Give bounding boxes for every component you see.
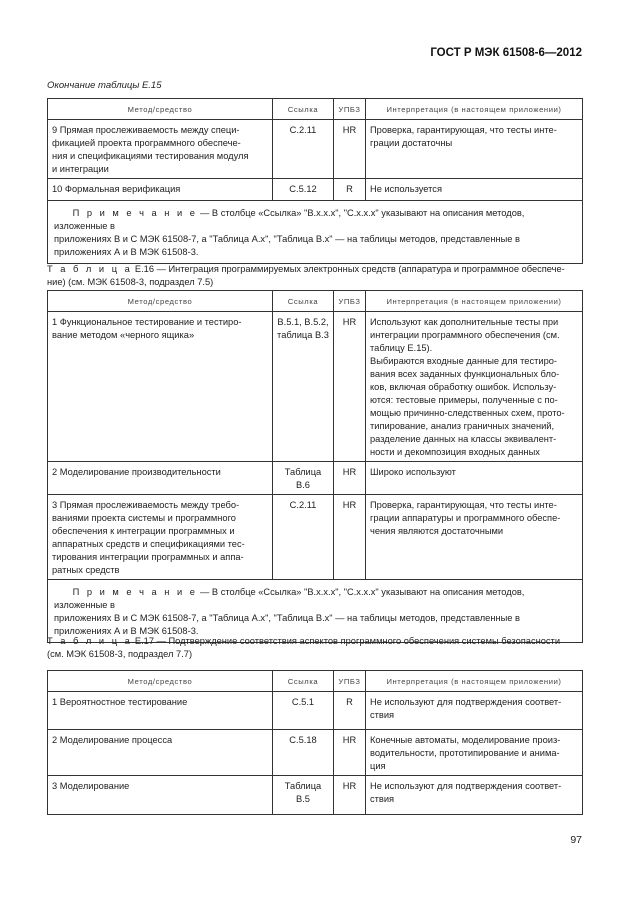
table-row — [48, 120, 583, 179]
table-note — [48, 201, 583, 264]
level-cell: HR — [334, 495, 366, 580]
column-header: Метод/средство — [48, 99, 273, 120]
level-cell: R — [334, 692, 366, 730]
level-cell: HR — [334, 730, 366, 776]
table-note — [48, 580, 583, 643]
interp-cell: Проверка, гарантирующая, что тесты инте- грации аппаратуры и программного обеспе- чения являются достаточными — [366, 495, 583, 580]
column-header: Ссылка — [273, 291, 334, 312]
ref-cell: С.5.1 — [273, 692, 334, 730]
table-row — [48, 312, 583, 462]
ref-cell: С.2.11 — [273, 120, 334, 179]
table-e16 — [47, 290, 583, 643]
note-text: — В столбце «Ссылка» "В.х.х.х", "С.х.х.х" указывают на описания методов, изложенные в приложениях В и С МЭК 61508-7, а "Таблица А.х", "Таблица В.х" — на таблицы методов, представленные в приложениях А и В МЭК 61508-3. — [54, 587, 525, 636]
table-e17 — [47, 670, 583, 815]
note-label: П р и м е ч а н и е — [72, 208, 198, 218]
page-number: 97 — [570, 834, 582, 846]
note-text: — В столбце «Ссылка» "В.х.х.х", "С.х.х.х" указывают на описания методов, изложенные в приложениях В и С МЭК 61508-7, а "Таблица А.х", "Таблица В.х" — на таблицы методов, представленные в приложениях А и В МЭК 61508-3. — [54, 208, 525, 257]
interp-cell: Не используют для подтверждения соответ- ствия — [366, 776, 583, 815]
table-note-row — [48, 201, 583, 264]
method-cell: 9 Прямая прослеживаемость между специ- фикацией проекта программного обеспече- ния и спецификациями тестирования модуля и интеграции — [48, 120, 273, 179]
ref-cell: В.5.1, В.5.2, таблица В.3 — [273, 312, 334, 462]
interp-cell: Проверка, гарантирующая, что тесты инте- грации достаточны — [366, 120, 583, 179]
table-header-row — [48, 291, 583, 312]
method-cell: 3 Моделирование — [48, 776, 273, 815]
table-row — [48, 462, 583, 495]
table-e16-caption — [47, 263, 582, 289]
column-header: УПБЗ — [334, 99, 366, 120]
table-row — [48, 776, 583, 815]
column-header: Метод/средство — [48, 671, 273, 692]
ref-cell: С.2.11 — [273, 495, 334, 580]
table-e17-caption — [47, 635, 582, 661]
table-e15 — [47, 98, 583, 264]
column-header: Интерпретация (в настоящем приложении) — [366, 291, 583, 312]
column-header: Ссылка — [273, 99, 334, 120]
level-cell: HR — [334, 776, 366, 815]
table-row — [48, 692, 583, 730]
method-cell: 10 Формальная верификация — [48, 179, 273, 201]
level-cell: HR — [334, 312, 366, 462]
caption-label: Т а б л и ц а — [47, 264, 133, 274]
table-e15-caption: Окончание таблицы Е.15 — [47, 80, 162, 91]
table-row — [48, 730, 583, 776]
ref-cell: Таблица В.5 — [273, 776, 334, 815]
table-row — [48, 179, 583, 201]
interp-cell: Используют как дополнительные тесты при интеграции программного обеспечения (см. таблицу Е.15). Выбираются входные данные для тестиро- вания всех заданных функциональных бло- ков, включая обработку ошибок. Использу- ются: тестовые примеры, полученные с по- мощью причинно-следственных схем, прото- типирование, анализ граничных значений, разделение данных на классы эквивалент- ности и декомпозиция входных данных — [366, 312, 583, 462]
table-header-row — [48, 99, 583, 120]
column-header: Метод/средство — [48, 291, 273, 312]
note-label: П р и м е ч а н и е — [72, 587, 198, 597]
level-cell: R — [334, 179, 366, 201]
column-header: УПБЗ — [334, 671, 366, 692]
table-header-row — [48, 671, 583, 692]
interp-cell: Не используется — [366, 179, 583, 201]
ref-cell: С.5.12 — [273, 179, 334, 201]
caption-label: Т а б л и ц а — [47, 636, 133, 646]
caption-text: Е.17 — Подтверждение соответствия аспектов программного обеспечения системы безопасности (см. МЭК 61508-3, подраздел 7.7) — [47, 636, 561, 659]
method-cell: 1 Функциональное тестирование и тестиро- вание методом «черного ящика» — [48, 312, 273, 462]
column-header: УПБЗ — [334, 291, 366, 312]
method-cell: 2 Моделирование производительности — [48, 462, 273, 495]
table-row — [48, 495, 583, 580]
document-header: ГОСТ Р МЭК 61508-6—2012 — [430, 47, 582, 59]
column-header: Интерпретация (в настоящем приложении) — [366, 99, 583, 120]
method-cell: 2 Моделирование процесса — [48, 730, 273, 776]
column-header: Интерпретация (в настоящем приложении) — [366, 671, 583, 692]
method-cell: 3 Прямая прослеживаемость между требо- ваниями проекта системы и программного обеспечения к интеграции программных и аппаратных средств и спецификациями тес- тирования интеграции программных и аппа- ратных средств — [48, 495, 273, 580]
level-cell: HR — [334, 120, 366, 179]
column-header: Ссылка — [273, 671, 334, 692]
method-cell: 1 Вероятностное тестирование — [48, 692, 273, 730]
table-note-row — [48, 580, 583, 643]
level-cell: HR — [334, 462, 366, 495]
interp-cell: Конечные автоматы, моделирование произ- водительности, прототипирование и анима- ция — [366, 730, 583, 776]
ref-cell: С.5.18 — [273, 730, 334, 776]
ref-cell: Таблица В.6 — [273, 462, 334, 495]
interp-cell: Не используют для подтверждения соответ- ствия — [366, 692, 583, 730]
interp-cell: Широко используют — [366, 462, 583, 495]
caption-text: Е.16 — Интеграция программируемых электронных средств (аппаратура и программное обеспече- ние) (см. МЭК 61508-3, подраздел 7.5) — [47, 264, 565, 287]
